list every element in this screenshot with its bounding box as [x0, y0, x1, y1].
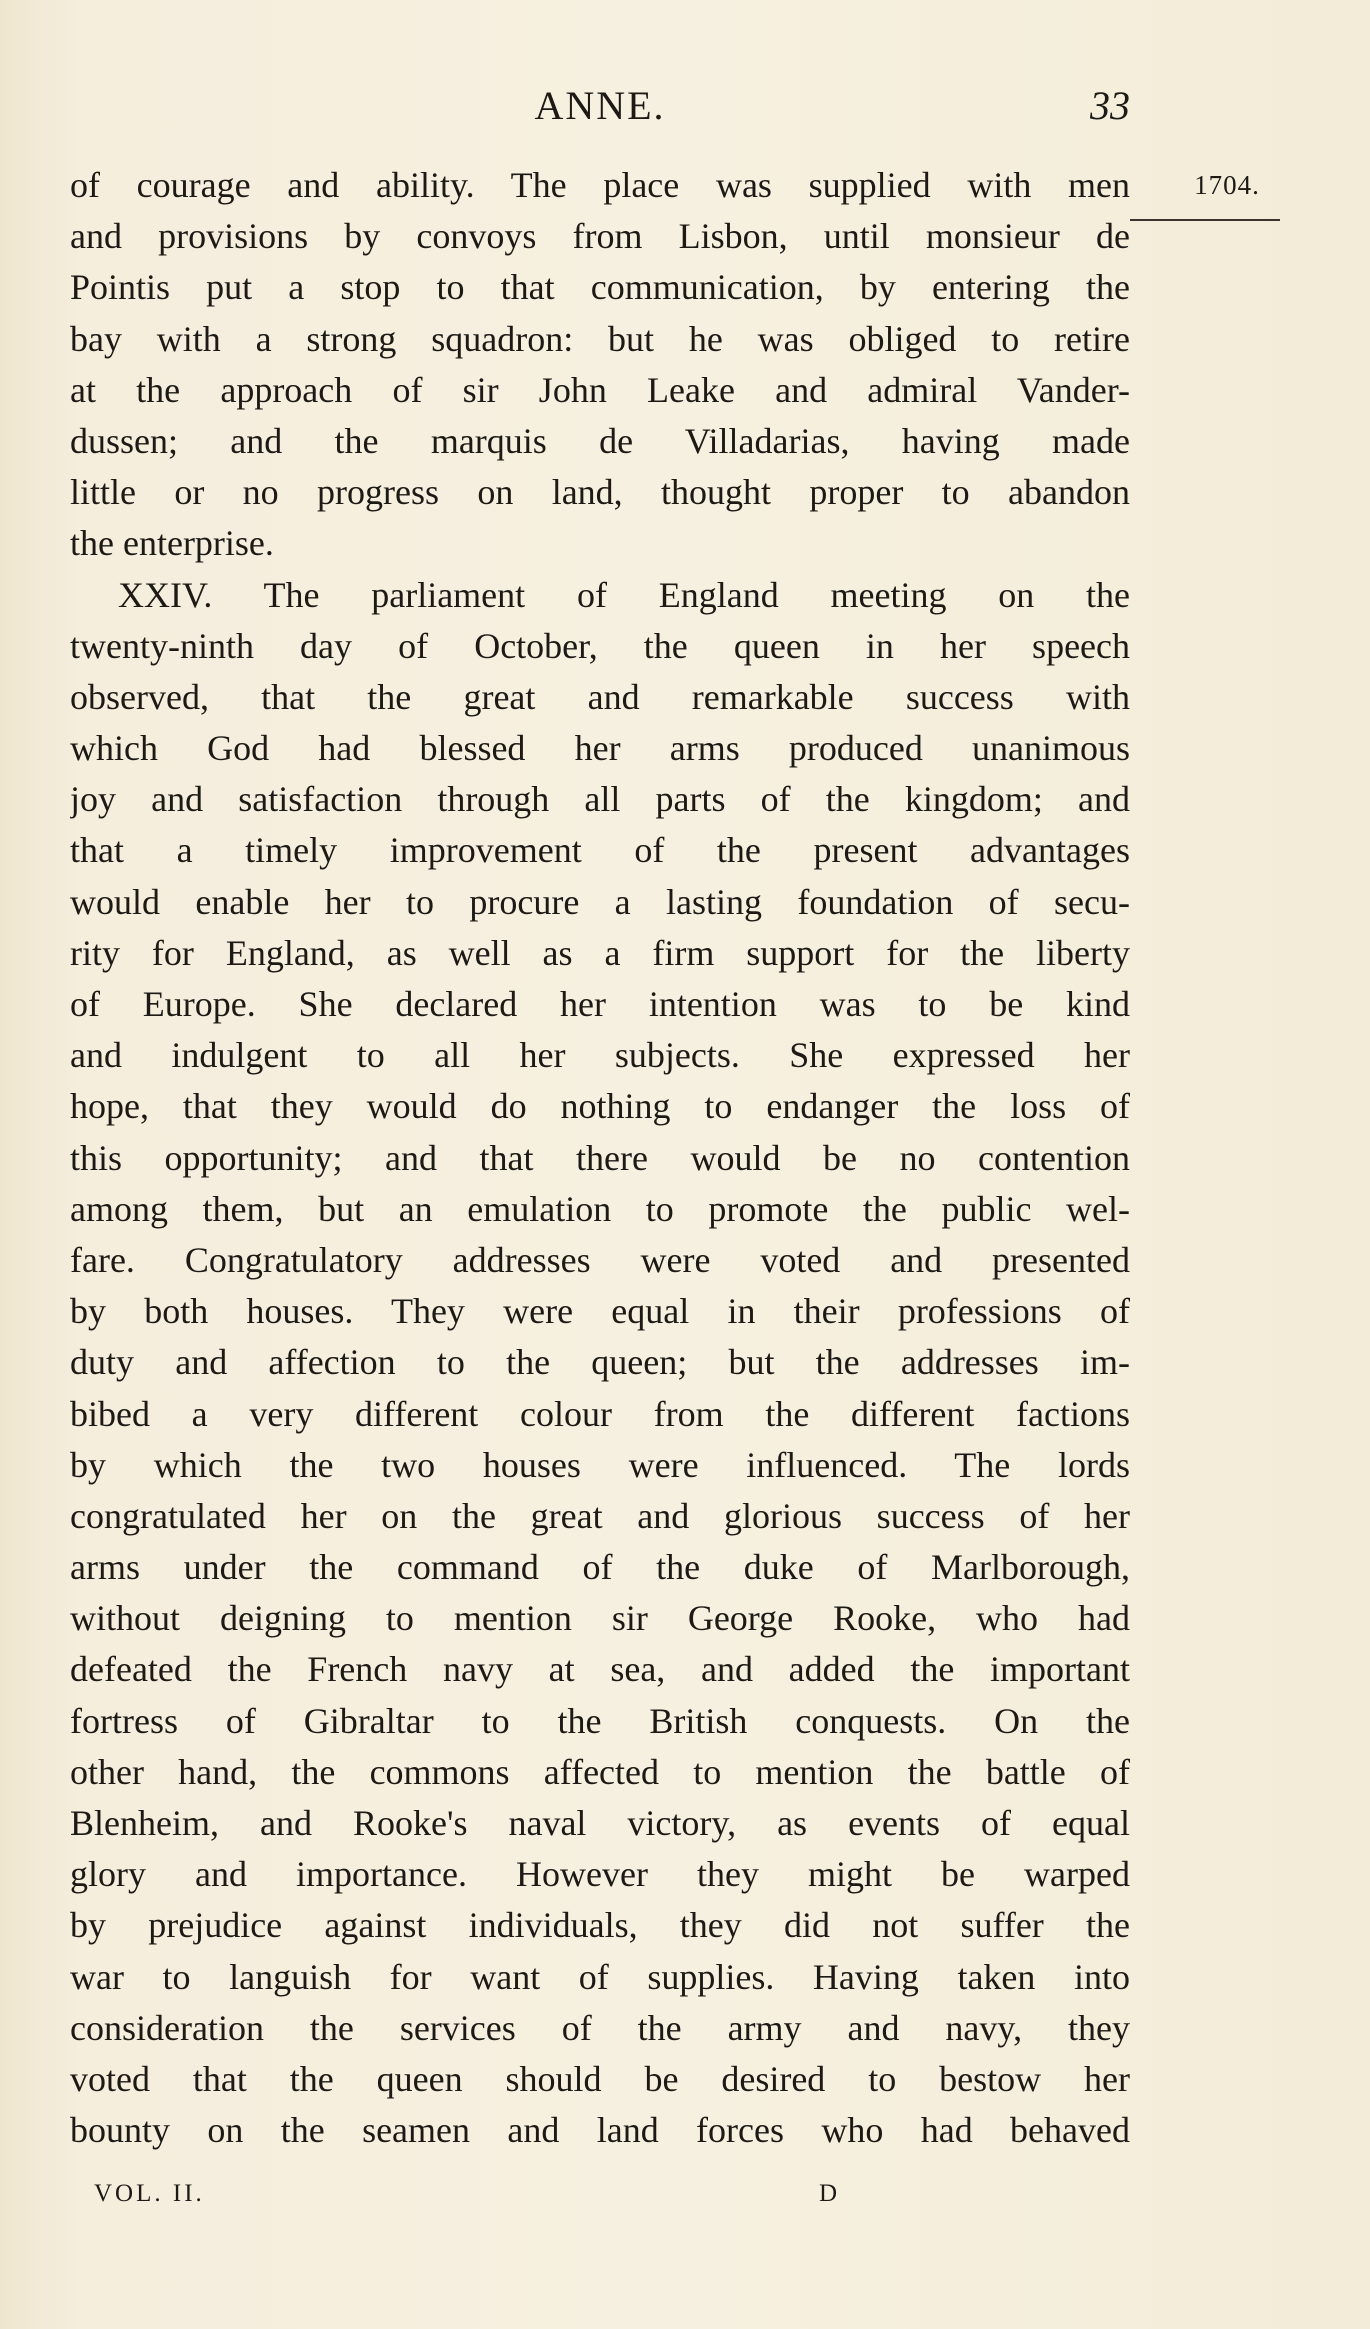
text-line: which God had blessed her arms produced unanimous — [70, 728, 1130, 769]
text-line: that a timely improvement of the present advantages — [70, 830, 1130, 871]
text-line: and provisions by convoys from Lisbon, until monsieur de — [70, 216, 1130, 257]
text-line: bibed a very different colour from the different factions — [70, 1393, 1130, 1434]
text-line: twenty-ninth day of October, the queen in her speech — [70, 625, 1130, 666]
text-line: and indulgent to all her subjects. She expressed her — [70, 1035, 1130, 1076]
page-number: 33 — [1090, 83, 1130, 128]
text-line: voted that the queen should be desired to bestow her — [70, 2058, 1130, 2099]
text-line: glory and importance. However they might be warped — [70, 1854, 1130, 1895]
text-line: bounty on the seamen and land forces who had behaved — [70, 2110, 1130, 2151]
text-line: among them, but an emulation to promote the public wel- — [70, 1188, 1130, 1229]
page-footer — [94, 2180, 854, 2220]
margin-year: 1704. — [1194, 170, 1260, 200]
text-line: congratulated her on the great and glorious success of her — [70, 1495, 1130, 1536]
text-line: arms under the command of the duke of Marlborough, — [70, 1547, 1130, 1588]
body-text — [70, 160, 1130, 2156]
text-line: the enterprise. — [70, 523, 274, 564]
margin-rule — [1130, 219, 1280, 221]
text-line: consideration the services of the army and navy, they — [70, 2007, 1130, 2048]
text-line: war to languish for want of supplies. Having taken into — [70, 1956, 1130, 1997]
text-line: at the approach of sir John Leake and admiral Vander- — [70, 369, 1130, 410]
text-line: of Europe. She declared her intention was to be kind — [70, 984, 1130, 1024]
text-line: of courage and ability. The place was supplied with men — [70, 165, 1130, 205]
text-line: little or no progress on land, thought proper to abandon — [70, 472, 1130, 513]
text-line: Blenheim, and Rooke's naval victory, as events of equal — [70, 1803, 1130, 1843]
text-line: by which the two houses were influenced. The lords — [70, 1444, 1130, 1485]
text-line: fare. Congratulatory addresses were voted and presented — [70, 1239, 1130, 1280]
text-line: bay with a strong squadron: but he was obliged to retire — [70, 318, 1130, 359]
text-line: joy and satisfaction through all parts of the kingdom; and — [70, 779, 1130, 820]
text-line: fortress of Gibraltar to the British conquests. On the — [70, 1700, 1130, 1741]
text-line: Pointis put a stop to that communication, by entering the — [70, 267, 1130, 308]
text-line: hope, that they would do nothing to endanger the loss of — [70, 1086, 1130, 1127]
volume-label: VOL. II. — [94, 2180, 205, 2207]
text-line: other hand, the commons affected to mention the battle of — [70, 1751, 1130, 1792]
text-line: without deigning to mention sir George Rooke, who had — [70, 1598, 1130, 1639]
text-line: duty and affection to the queen; but the addresses im- — [70, 1342, 1130, 1383]
text-line: would enable her to procure a lasting foundation of secu- — [70, 881, 1130, 922]
text-line: this opportunity; and that there would be no contention — [70, 1137, 1130, 1178]
text-line: dussen; and the marquis de Villadarias, having made — [70, 420, 1130, 461]
text-line: defeated the French navy at sea, and added the important — [70, 1649, 1130, 1690]
paragraph-start-line: XXIV. The parliament of England meeting on the — [118, 574, 1130, 615]
text-line: rity for England, as well as a firm support for the liberty — [70, 932, 1130, 973]
running-title: ANNE. — [534, 83, 666, 128]
text-line: by both houses. They were equal in their professions of — [70, 1291, 1130, 1332]
page-header — [70, 82, 1130, 142]
text-line: observed, that the great and remarkable success with — [70, 676, 1130, 717]
text-line: by prejudice against individuals, they did not suffer the — [70, 1905, 1130, 1946]
signature-mark: D — [819, 2180, 838, 2207]
